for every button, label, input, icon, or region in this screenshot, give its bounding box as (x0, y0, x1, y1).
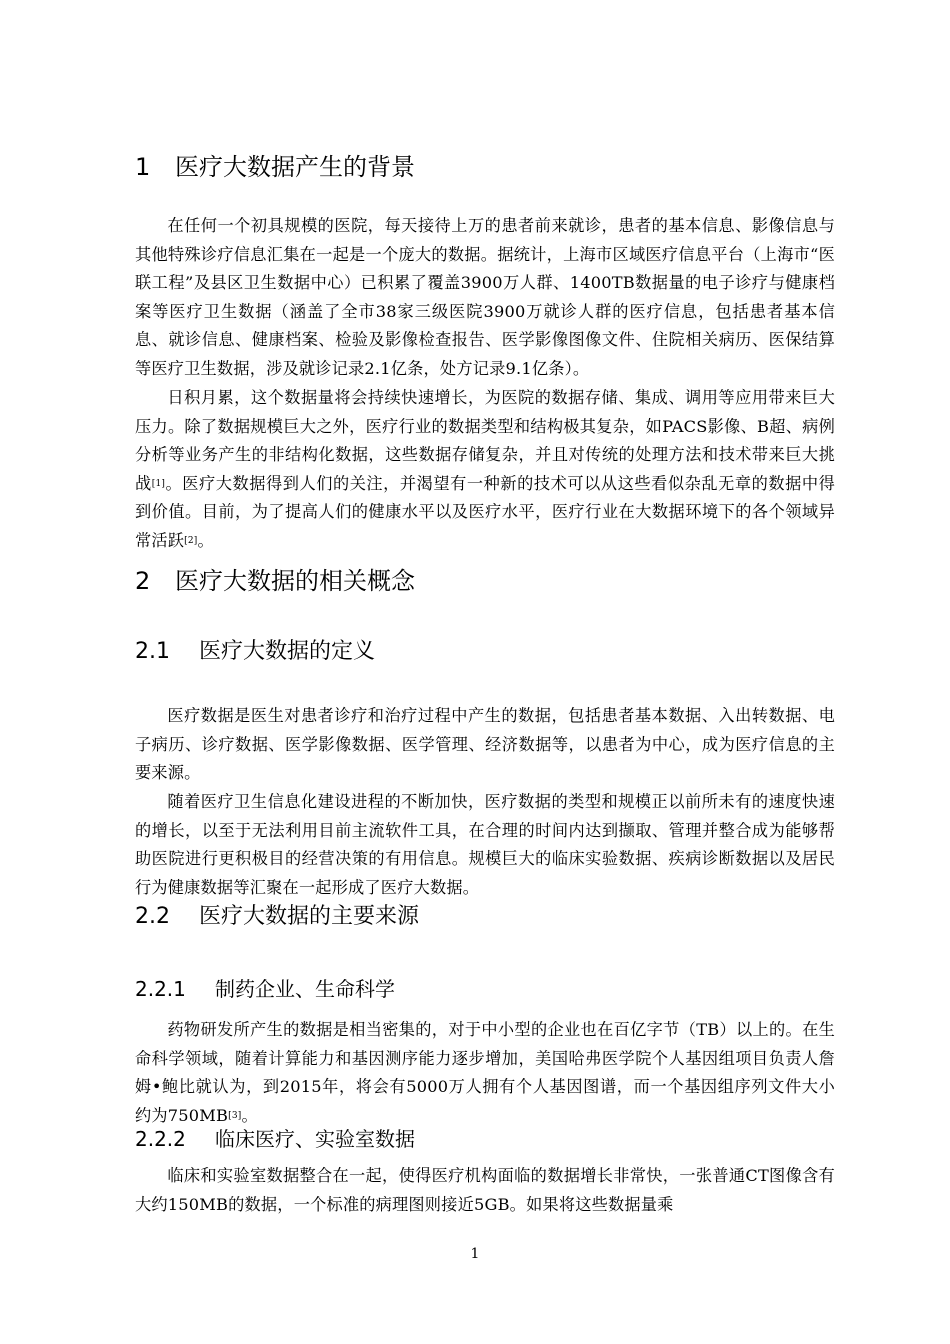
section-2-2-heading (135, 906, 419, 928)
section-title: 制药企业、生命科学 (215, 977, 395, 1001)
section-number: 2.2.1 (135, 977, 186, 1001)
citation-ref: [1] (151, 478, 166, 489)
section-2-2-1-heading (135, 979, 395, 999)
paragraph-text: 。 (241, 1105, 258, 1125)
citation-ref: [3] (228, 1110, 242, 1121)
section-number: 2.1 (135, 639, 170, 664)
section-1-paragraph-2 (135, 384, 835, 556)
section-number: 1 (135, 153, 151, 181)
paragraph-text: 。 (197, 530, 214, 550)
section-title: 医疗大数据产生的背景 (175, 153, 415, 181)
section-2-2-2-heading (135, 1129, 415, 1149)
section-number: 2 (135, 567, 151, 595)
section-title: 临床医疗、实验室数据 (215, 1127, 415, 1151)
citation-ref: [2] (184, 535, 198, 546)
section-number: 2.2.2 (135, 1127, 186, 1151)
page-number: 1 (470, 1246, 480, 1262)
section-2-2-1-paragraph-1 (135, 1016, 835, 1130)
section-title: 医疗大数据的定义 (199, 639, 376, 664)
section-2-heading (135, 569, 415, 593)
section-1-paragraph-1: 在任何一个初具规模的医院，每天接待上万的患者前来就诊，患者的基本信息、影像信息与其他特殊诊疗信息汇集在一起是一个庞大的数据。据统计，上海市区域医疗信息平台（上海市“医联工程”及县区卫生数据中心）已积累了覆盖3900万人群、1400TB数据量的电子诊疗与健康档案等医疗卫生数据（涵盖了全市38家三级医院3900万就诊人群的医疗信息，包括患者基本信息、就诊信息、健康档案、检验及影像检查报告、医学影像图像文件、住院相关病历、医保结算等医疗卫生数据，涉及就诊记录2.1亿条，处方记录9.1亿条）。 (135, 216, 835, 378)
section-2-2-2-paragraph-1: 临床和实验室数据整合在一起，使得医疗机构面临的数据增长非常快，一张普通CT图像含有大约150MB的数据，一个标准的病理图则接近5GB。如果将这些数据量乘 (135, 1166, 835, 1214)
paragraph-text: 。医疗大数据得到人们的关注，并渴望有一种新的技术可以从这些看似杂乱无章的数据中得到价值。目前，为了提高人们的健康水平以及医疗水平，医疗行业在大数据环境下的各个领域异常活跃 (135, 473, 835, 550)
paragraph-text: 日积月累，这个数据量将会持续快速增长，为医院的数据存储、集成、调用等应用带来巨大压力。除了数据规模巨大之外，医疗行业的数据类型和结构极其复杂，如PACS影像、B超、病例分析等业务产生的非结构化数据，这些数据存储复杂，并且对传统的处理方法和技术带来巨大挑战 (135, 388, 835, 493)
section-title: 医疗大数据的主要来源 (199, 904, 420, 929)
paragraph-text: 药物研发所产生的数据是相当密集的，对于中小型的企业也在百亿字节（TB）以上的。在生命科学领域，随着计算能力和基因测序能力逐步增加，美国哈弗医学院个人基因组项目负责人詹姆•鲍比就认为，到2015年，将会有5000万人拥有个人基因图谱，而一个基因组序列文件大小约为750MB (135, 1020, 835, 1125)
section-number: 2.2 (135, 904, 170, 929)
section-2-1-paragraph-1: 医疗数据是医生对患者诊疗和治疗过程中产生的数据，包括患者基本数据、入出转数据、电子病历、诊疗数据、医学影像数据、医学管理、经济数据等，以患者为中心，成为医疗信息的主要来源。 (135, 706, 835, 783)
section-2-1-heading (135, 641, 375, 663)
section-1-heading (135, 155, 415, 179)
section-title: 医疗大数据的相关概念 (175, 567, 415, 595)
section-2-1-paragraph-2: 随着医疗卫生信息化建设进程的不断加快，医疗数据的类型和规模正以前所未有的速度快速的增长，以至于无法利用目前主流软件工具，在合理的时间内达到撷取、管理并整合成为能够帮助医院进行更积极目的经营决策的有用信息。规模巨大的临床实验数据、疾病诊断数据以及居民行为健康数据等汇聚在一起形成了医疗大数据。 (135, 792, 835, 897)
